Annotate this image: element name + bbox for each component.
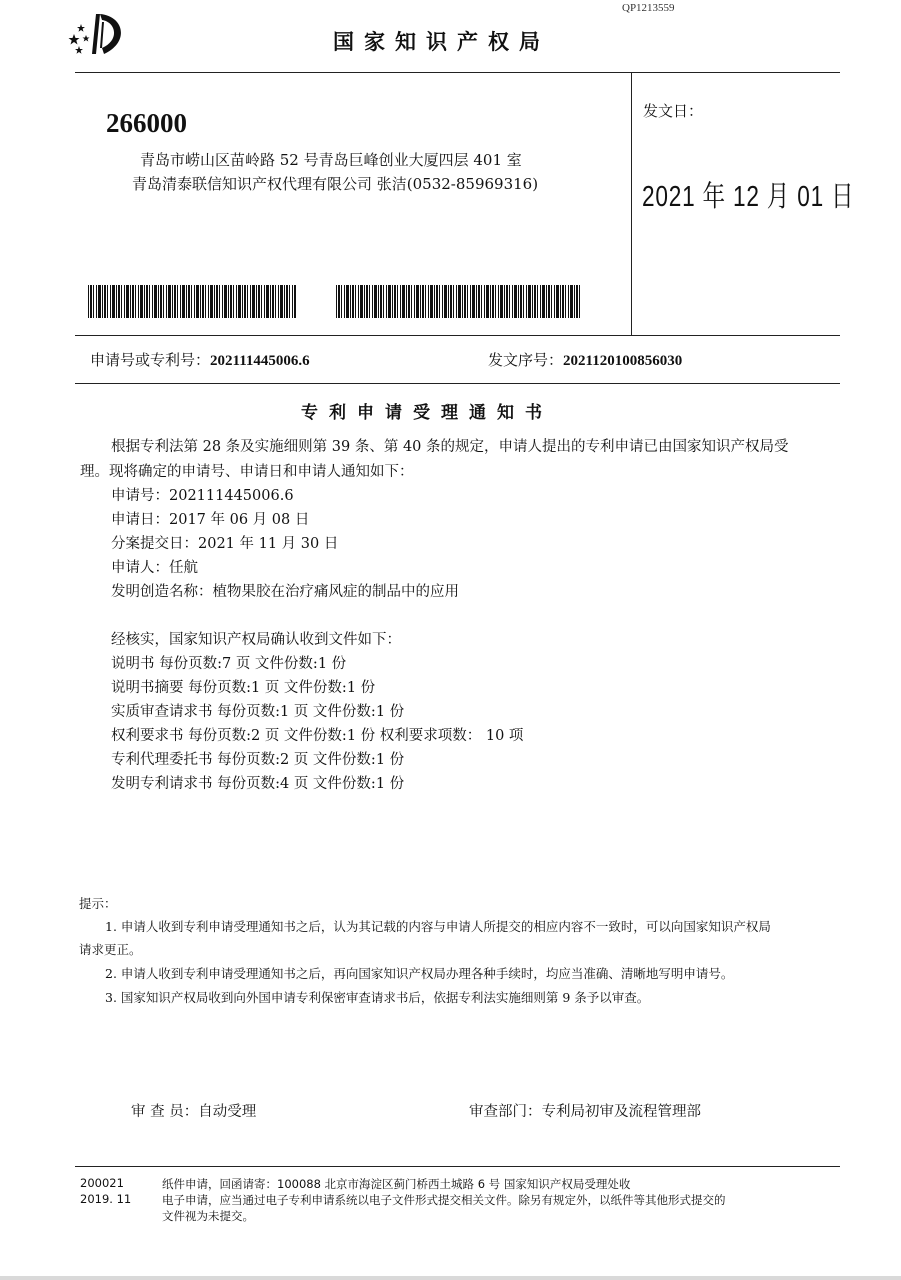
detail-filing-date: 申请日：2017 年 06 月 08 日 (111, 512, 310, 528)
form-code: QP1213559 (622, 2, 675, 14)
application-number: 202111445006.6 (210, 353, 310, 369)
cnipa-logo-icon (62, 8, 134, 60)
file-item: 权利要求书 每份页数:2 页 文件份数:1 份 权利要求项数： 10 项 (111, 728, 524, 744)
postal-code: 266000 (106, 108, 187, 138)
file-item: 发明专利请求书 每份页数:4 页 文件份数:1 份 (111, 776, 405, 792)
address-line-1: 青岛市崂山区苗岭路 52 号青岛巨峰创业大厦四层 401 室 (140, 151, 522, 169)
tip-1-line-2: 请求更正。 (79, 942, 142, 957)
issue-date-stamp: 2021 年 12 月 01 日 (642, 181, 855, 213)
file-item: 实质审查请求书 每份页数:1 页 文件份数:1 份 (111, 704, 405, 720)
footer-code-1: 200021 (80, 1176, 124, 1190)
detail-applicant: 申请人：任航 (111, 560, 198, 576)
tip-3: 3. 国家知识产权局收到向外国申请专利保密审查请求书后，依据专利法实施细则第 9 条予以审查。 (105, 990, 650, 1005)
intro-line-1: 根据专利法第 28 条及实施细则第 39 条、第 40 条的规定，申请人提出的专利申请已由国家知识产权局受 (111, 439, 789, 455)
file-item: 专利代理委托书 每份页数:2 页 文件份数:1 份 (111, 752, 405, 768)
footer-line-3: 文件视为未提交。 (162, 1209, 254, 1223)
detail-invention-title: 发明创造名称：植物果胶在治疗痛风症的制品中的应用 (111, 584, 459, 600)
page-edge (0, 1276, 901, 1280)
footer-line-2: 电子申请，应当通过电子专利申请系统以电子文件形式提交相关文件。除另有规定外，以纸件等其他形式提交的 (162, 1193, 726, 1207)
footer-rule (75, 1166, 840, 1167)
examiner: 审 查 员：自动受理 (131, 1104, 257, 1120)
tip-1-line-1: 1. 申请人收到专利申请受理通知书之后，认为其记载的内容与申请人所提交的相应内容不一致时，可以向国家知识产权局 (105, 919, 771, 934)
document-title: 专利申请受理通知书 (301, 403, 553, 423)
office-name: 国家知识产权局 (333, 30, 550, 54)
meta-top-rule (75, 335, 840, 336)
header-divider (631, 72, 632, 335)
file-item: 说明书 每份页数:7 页 文件份数:1 份 (111, 656, 347, 672)
detail-divisional-date: 分案提交日：2021 年 11 月 30 日 (111, 536, 339, 552)
footer-line-1: 纸件申请，回函请寄：100088 北京市海淀区蓟门桥西土城路 6 号 国家知识产权局受理处收 (162, 1177, 631, 1191)
meta-bottom-rule (75, 383, 840, 384)
tips-heading: 提示： (79, 896, 117, 911)
confirm-heading: 经核实，国家知识产权局确认收到文件如下： (111, 632, 401, 648)
intro-line-2: 理。现将确定的申请号、申请日和申请人通知如下： (80, 464, 414, 480)
serial-number: 2021120100856030 (563, 353, 683, 369)
application-number-label: 申请号或专利号： (90, 351, 211, 369)
serial-number-row (488, 349, 682, 370)
header-rule (75, 72, 840, 73)
barcode-right (336, 285, 582, 318)
serial-number-label: 发文序号： (488, 351, 564, 369)
file-item: 说明书摘要 每份页数:1 页 文件份数:1 份 (111, 680, 376, 696)
address-line-2: 青岛清泰联信知识产权代理有限公司 张洁(0532-85969316) (132, 175, 539, 193)
tip-2: 2. 申请人收到专利申请受理通知书之后，再向国家知识产权局办理各种手续时，均应当准确、清晰地写明申请号。 (105, 966, 734, 981)
application-number-row (90, 349, 310, 370)
department: 审查部门：专利局初审及流程管理部 (469, 1104, 701, 1120)
issue-date-label: 发文日： (643, 102, 704, 120)
detail-application-number: 申请号：202111445006.6 (111, 488, 294, 504)
barcode-left (88, 285, 296, 318)
footer-code-2: 2019. 11 (80, 1192, 132, 1206)
